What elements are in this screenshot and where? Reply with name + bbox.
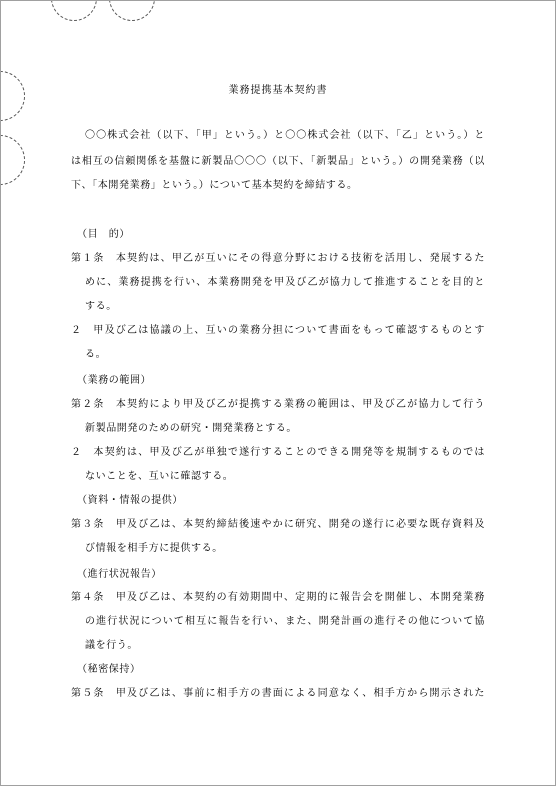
article-line: する。 — [85, 301, 117, 312]
punch-hole-mark — [0, 71, 25, 121]
preamble-line: 下、「本開発業務」という。）について基本契約を締結する。 — [71, 180, 358, 191]
section-heading: （資料・情報の提供） — [77, 495, 183, 506]
article-line: めに、業務提携を行い、本業務開発を甲及び乙が協力して推進することを目的と — [85, 277, 485, 288]
document-title: 業務提携基本契約書 — [228, 85, 328, 96]
article-line: 第３条 甲及び乙は、本契約締結後速やかに研究、開発の遂行に必要な既存資料及 — [71, 519, 485, 530]
article-line: の進行状況について相互に報告を行い、また、開発計画の進行その他について協 — [85, 616, 485, 627]
punch-hole-mark — [109, 0, 155, 21]
article-line: ２ 甲及び乙は協議の上、互いの業務分担について書面をもって確認するものとす — [71, 325, 485, 336]
article-line: 第５条 甲及び乙は、事前に相手方の書面による同意なく、相手方から開示された — [71, 688, 485, 699]
article-line: ２ 本契約は、甲及び乙が単独で遂行することのできる開発等を規制するものでは — [71, 447, 485, 458]
article-line: 第４条 甲及び乙は、本契約の有効期間中、定期的に報告会を開催し、本開発業務 — [71, 592, 485, 603]
article-line: び情報を相手方に提供する。 — [85, 543, 223, 554]
section-heading: （進行状況報告） — [77, 569, 162, 580]
preamble-line: 〇〇株式会社（以下、「甲」という。）と〇〇株式会社（以下、「乙」という。）と — [85, 130, 485, 141]
preamble-line: は相互の信頼関係を基盤に新製品〇〇〇（以下、「新製品」という。）の開発業務（以 — [71, 156, 485, 167]
section-heading: （目 的） — [77, 229, 130, 240]
article-line: 新製品開発のための研究・開発業務とする。 — [85, 423, 297, 434]
section-heading: （秘密保持） — [77, 664, 141, 675]
article-line: 第１条 本契約は、甲乙が互いにその得意分野における技術を活用し、発展するた — [71, 253, 485, 264]
section-heading: （業務の範囲） — [77, 375, 152, 386]
article-line: 議を行う。 — [85, 640, 138, 651]
article-line: 第２条 本契約により甲及び乙が提携する業務の範囲は、甲及び乙が協力して行う — [71, 399, 485, 410]
article-line: る。 — [85, 349, 107, 360]
punch-hole-mark — [51, 0, 97, 21]
article-line: ないことを、互いに確認する。 — [85, 471, 234, 482]
punch-hole-mark — [0, 135, 25, 185]
